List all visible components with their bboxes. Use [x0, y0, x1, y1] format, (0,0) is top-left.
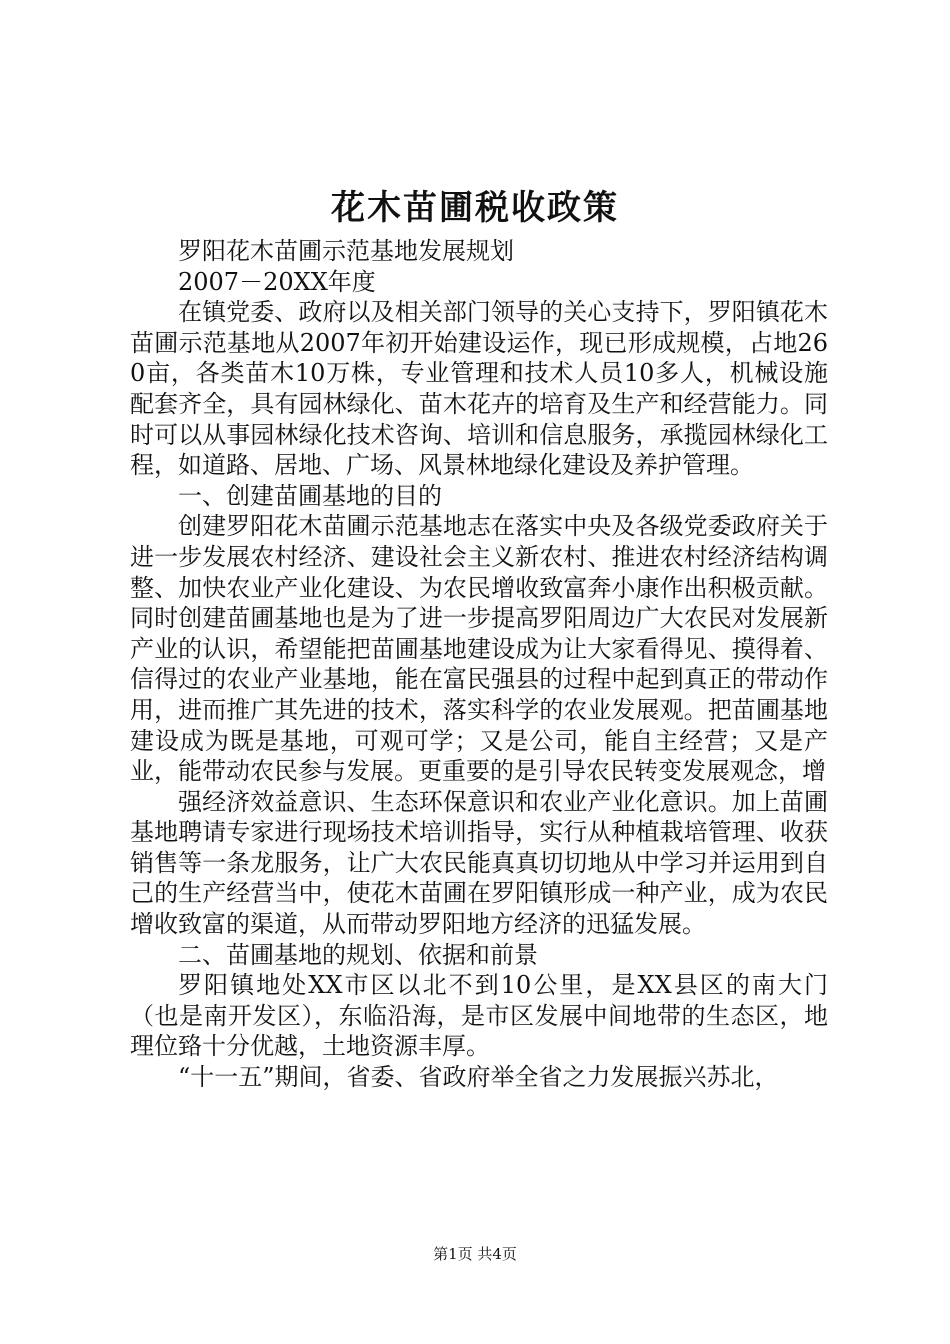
- section-heading-2: 二、苗圃基地的规划、依据和前景: [178, 940, 538, 969]
- page-footer: 第1页 共4页: [433, 1245, 517, 1263]
- subtitle-plan: 罗阳花木苗圃示范基地发展规划: [178, 237, 514, 265]
- paragraph-purpose: 创建罗阳花木苗圃示范基地志在落实中央及各级党委政府关于进一步发展农村经济、建设社会主义新农村、推进农村经济结构调整、加快农业产业化建设、为农民增收致富奔小康作出积极贡献。同时创建苗圃基地也是为了进一步提高罗阳周边广大农民对发展新产业的认识，希望能把苗圃基地建设成为让大家看得见、摸得着、信得过的农业产业基地，能在富民强县的过程中起到真正的带动作用，进而推广其先进的技术，落实科学的农业发展观。把苗圃基地建设成为既是基地，可观可学；又是公司，能自主经营；又是产业，能带动农民参与发展。更重要的是引导农民转变发展观念，增: [130, 512, 828, 786]
- document-title: 花木苗圃税收政策: [331, 188, 619, 228]
- document-body: [130, 236, 828, 1093]
- paragraph-purpose-continued: 强经济效益意识、生态环保意识和农业产业化意识。加上苗圃基地聘请专家进行现场技术培训指导，实行从种植栽培管理、收获销售等一条龙服务，让广大农民能真真切切地从中学习并运用到自己的生产经营当中，使花木苗圃在罗阳镇形成一种产业，成为农民增收致富的渠道，从而带动罗阳地方经济的迅猛发展。: [130, 787, 828, 939]
- paragraph-location: 罗阳镇地处XX市区以北不到10公里，是XX县区的南大门（也是南开发区），东临沿海，是市区发展中间地带的生态区，地理位臵十分优越，土地资源丰厚。: [130, 971, 828, 1061]
- paragraph-intro: 在镇党委、政府以及相关部门领导的关心支持下，罗阳镇花木苗圃示范基地从2007年初开始建设运作，现已形成规模，占地260亩，各类苗木10万株，专业管理和技术人员10多人，机械设施配套齐全，具有园林绿化、苗木花卉的培育及生产和经营能力。同时可以从事园林绿化技术咨询、培训和信息服务，承揽园林绿化工程，如道路、居地、广场、风景林地绿化建设及养护管理。: [130, 298, 828, 480]
- section-heading-1: 一、创建苗圃基地的目的: [178, 481, 442, 510]
- paragraph-eleventh-five-year: “十一五”期间，省委、省政府举全省之力发展振兴苏北，: [178, 1063, 779, 1092]
- subtitle-years: 2007－20XX年度: [178, 267, 376, 296]
